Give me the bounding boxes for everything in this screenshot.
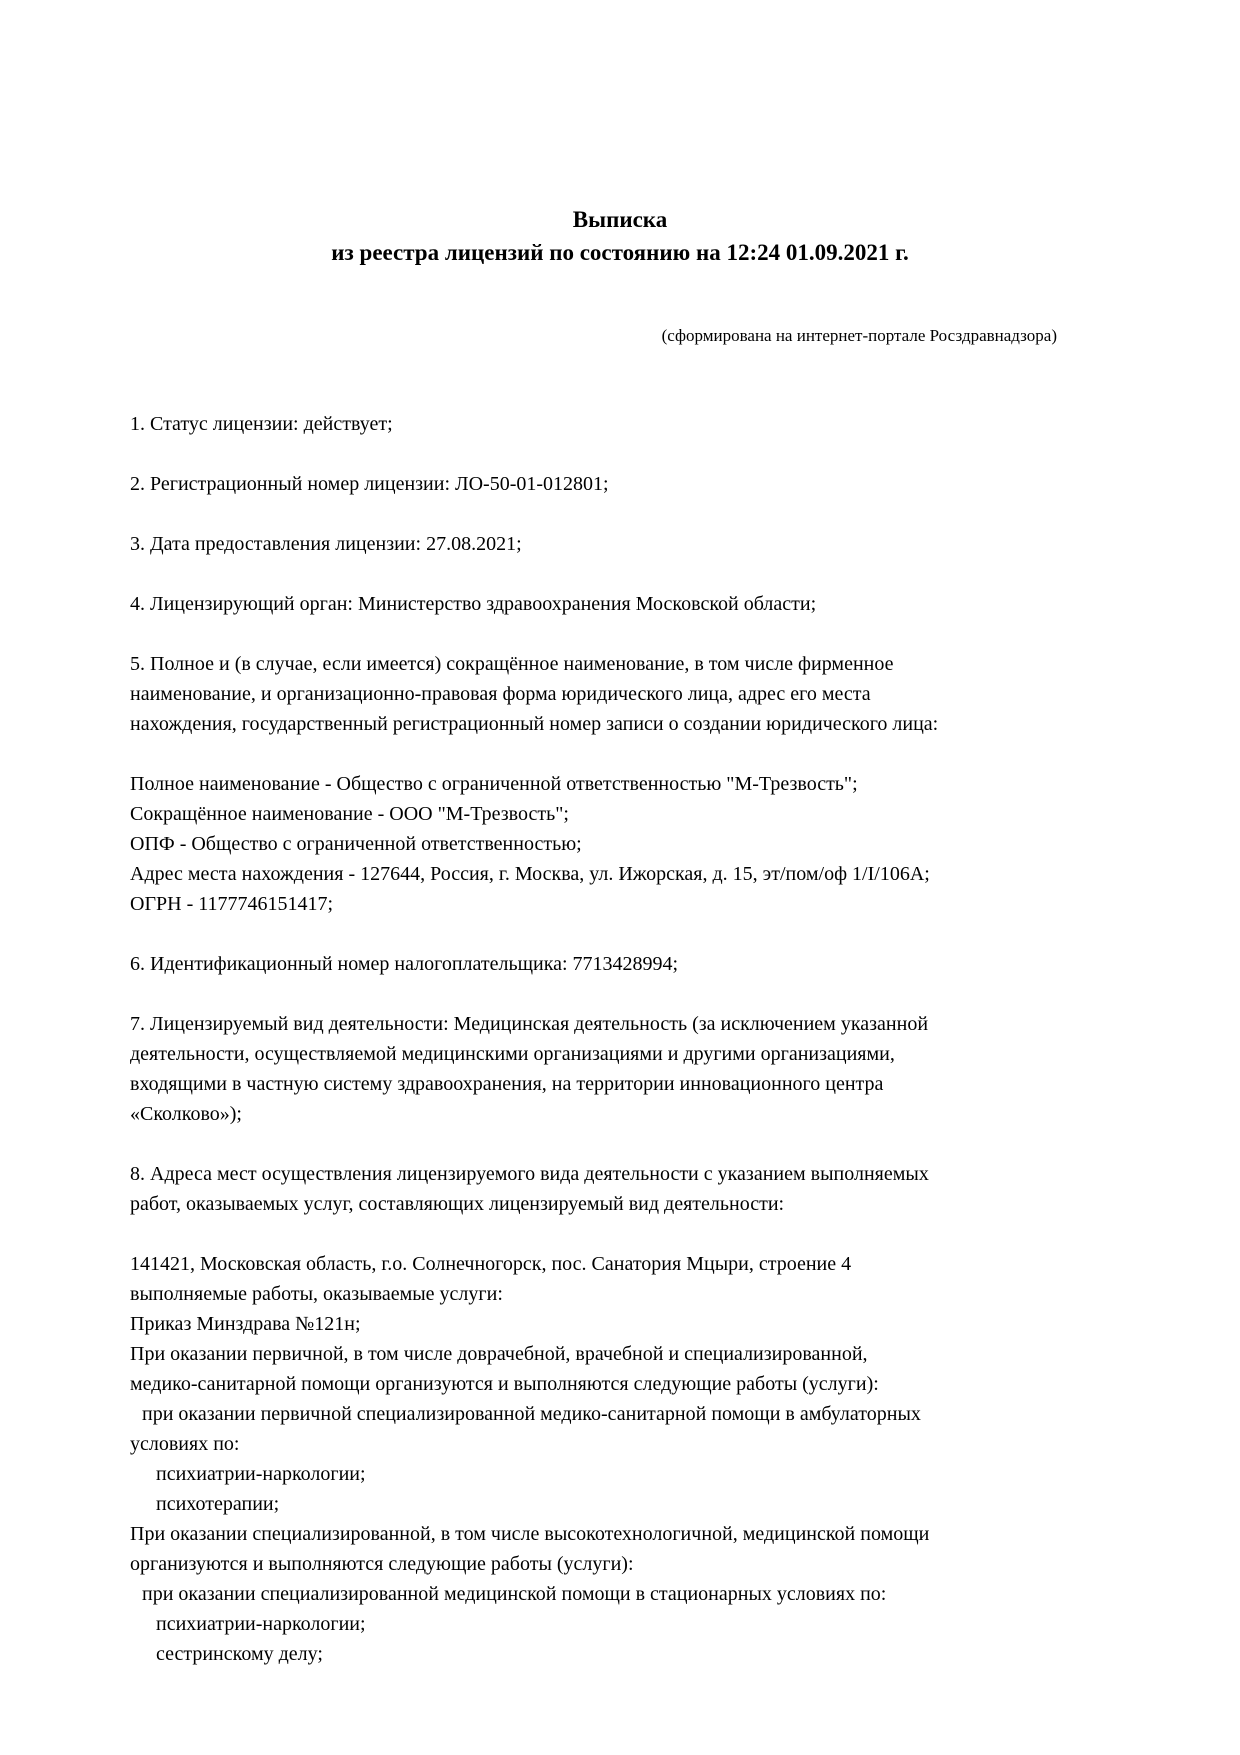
document-line: 5. Полное и (в случае, если имеется) сокращённое наименование, в том числе фирменное <box>130 653 894 675</box>
paragraph-block <box>130 589 1110 619</box>
paragraph-block <box>130 529 1110 559</box>
document-line: 1. Статус лицензии: действует; <box>130 413 393 435</box>
document-subtitle: (сформирована на интернет-портале Росздравнадзора) <box>661 326 1057 345</box>
paragraph-block <box>130 649 1110 739</box>
document-line: психиатрии-наркологии; <box>156 1613 366 1635</box>
document-line: «Сколково»); <box>130 1103 242 1125</box>
document-line: наименование, и организационно-правовая форма юридического лица, адрес его места <box>130 683 871 705</box>
document-title-line2: из реестра лицензий по состоянию на 12:24 01.09.2021 г. <box>331 240 909 265</box>
document-line: ОГРН - 1177746151417; <box>130 893 334 915</box>
document-line: выполняемые работы, оказываемые услуги: <box>130 1283 503 1305</box>
document-line: работ, оказываемых услуг, составляющих лицензируемый вид деятельности: <box>130 1193 785 1215</box>
document-line: психотерапии; <box>156 1493 280 1515</box>
document-line: входящими в частную систему здравоохранения, на территории инновационного центра <box>130 1073 884 1095</box>
document-body <box>130 409 1110 1669</box>
document-line: Сокращённое наименование - ООО "М-Трезвость"; <box>130 803 569 825</box>
document-line: 3. Дата предоставления лицензии: 27.08.2021; <box>130 533 522 555</box>
document-line: Адрес места нахождения - 127644, Россия, г. Москва, ул. Ижорская, д. 15, эт/пом/оф 1/I/106А; <box>130 863 930 885</box>
document-line: организуются и выполняются следующие работы (услуги): <box>130 1553 634 1575</box>
document-line: 141421, Московская область, г.о. Солнечногорск, пос. Санатория Мцыри, строение 4 <box>130 1253 852 1275</box>
document-line: 2. Регистрационный номер лицензии: ЛО-50-01-012801; <box>130 473 609 495</box>
paragraph-block <box>130 1249 1110 1669</box>
document-line: психиатрии-наркологии; <box>156 1463 366 1485</box>
document-line: медико-санитарной помощи организуются и выполняются следующие работы (услуги): <box>130 1373 879 1395</box>
document-line: ОПФ - Общество с ограниченной ответственностью; <box>130 833 582 855</box>
document-line: сестринскому делу; <box>156 1643 323 1665</box>
document-line: условиях по: <box>130 1433 240 1455</box>
paragraph-block <box>130 769 1110 919</box>
paragraph-block <box>130 469 1110 499</box>
document-line: при оказании первичной специализированной медико-санитарной помощи в амбулаторных <box>142 1403 921 1425</box>
document-line: Приказ Минздрава №121н; <box>130 1313 361 1335</box>
document-line: При оказании специализированной, в том числе высокотехнологичной, медицинской помощи <box>130 1523 930 1545</box>
document-line: деятельности, осуществляемой медицинскими организациями и другими организациями, <box>130 1043 895 1065</box>
document-line: нахождения, государственный регистрационный номер записи о создании юридического лица: <box>130 713 939 735</box>
document-line: 7. Лицензируемый вид деятельности: Медицинская деятельность (за исключением указанной <box>130 1013 929 1035</box>
document-title-line1: Выписка <box>572 207 668 232</box>
document-title <box>130 203 1110 269</box>
document-line: 8. Адреса мест осуществления лицензируемого вида деятельности с указанием выполняемых <box>130 1163 929 1185</box>
document-line: 6. Идентификационный номер налогоплательщика: 7713428994; <box>130 953 679 975</box>
paragraph-block <box>130 949 1110 979</box>
paragraph-block <box>130 1009 1110 1129</box>
document-line: 4. Лицензирующий орган: Министерство здравоохранения Московской области; <box>130 593 817 615</box>
document-line: При оказании первичной, в том числе доврачебной, врачебной и специализированной, <box>130 1343 868 1365</box>
document-line: при оказании специализированной медицинской помощи в стационарных условиях по: <box>142 1583 887 1605</box>
paragraph-block <box>130 409 1110 439</box>
document-line: Полное наименование - Общество с ограниченной ответственностью "М-Трезвость"; <box>130 773 858 795</box>
paragraph-block <box>130 1159 1110 1219</box>
